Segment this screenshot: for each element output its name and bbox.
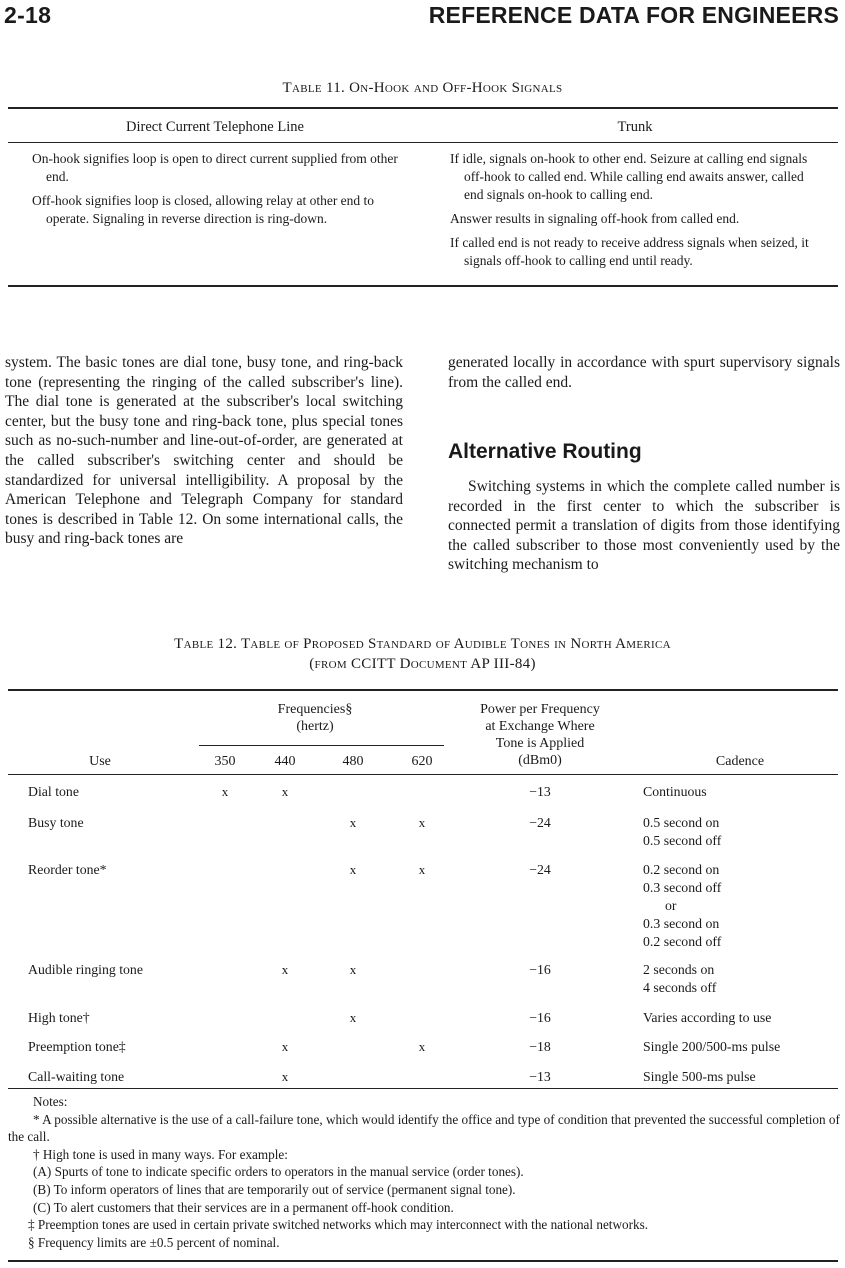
cadence-line: Varies according to use (643, 1010, 772, 1025)
frequency-mark: x (349, 1010, 357, 1025)
cadence-line: 4 seconds off (643, 980, 717, 995)
cadence-line: 0.3 second off (643, 880, 722, 895)
cadence-cell (643, 861, 721, 951)
cadence-cell (643, 783, 707, 801)
frequency-mark: x (418, 862, 426, 877)
use-cell: Preemption tone‡ (28, 1039, 126, 1054)
notes-title: Notes: (33, 1094, 68, 1109)
freq-480-header: 480 (342, 754, 364, 769)
power-cell: −24 (529, 815, 551, 830)
use-cell: High tone† (28, 1010, 90, 1025)
note-ddagger: ‡ Preemption tones are used in certain private switched networks which may interconnect with the national networks. (28, 1217, 648, 1233)
frequency-mark: x (221, 784, 229, 799)
frequency-mark: x (418, 1039, 426, 1054)
power-cell: −13 (529, 1069, 551, 1084)
frequency-mark: x (281, 1039, 289, 1054)
cadence-line: 0.3 second on (643, 916, 720, 931)
cadence-line: Continuous (643, 784, 707, 799)
use-header: Use (89, 754, 111, 769)
use-cell: Call-waiting tone (28, 1069, 125, 1084)
use-cell: Busy tone (28, 815, 84, 830)
power-cell: −16 (529, 962, 551, 977)
cadence-line: Single 200/500-ms pulse (643, 1039, 781, 1054)
power-header-2: at Exchange Where (485, 719, 595, 734)
use-cell: Audible ringing tone (28, 962, 143, 977)
table11-col1-para: On-hook signifies loop is open to direct current supplied from other end. (32, 151, 398, 184)
note-star: * A possible alternative is the use of a call-failure tone, which would identify the office and type of condition that prevented the successful completion of the call. (8, 1111, 840, 1145)
table11-col1-para: Off-hook signifies loop is closed, allowing relay at other end to operate. Signaling in reverse direction is ring-down. (32, 193, 375, 226)
cadence-line: 0.2 second on (643, 862, 720, 877)
power-header-3: Tone is Applied (495, 736, 585, 751)
table12-caption: Table 12. Table of Proposed Standard of Audible Tones in North America (174, 636, 671, 652)
note-b: (B) To inform operators of lines that are temporarily out of service (permanent signal tone). (33, 1181, 516, 1197)
use-cell: Dial tone (28, 784, 79, 799)
note-dagger: † High tone is used in many ways. For example: (33, 1146, 288, 1162)
freq-440-header: 440 (274, 754, 296, 769)
table12-caption-source: (from CCITT Document AP III-84) (309, 656, 536, 672)
page-number: 2-18 (4, 2, 52, 28)
freq-350-header: 350 (214, 754, 236, 769)
power-cell: −24 (529, 862, 551, 877)
power-cell: −13 (529, 784, 551, 799)
freq-620-header: 620 (411, 754, 433, 769)
cadence-cell (643, 961, 716, 997)
running-title: REFERENCE DATA FOR ENGINEERS (428, 2, 839, 28)
note-section: § Frequency limits are ±0.5 percent of nominal. (28, 1234, 280, 1250)
note-a: (A) Spurts of tone to indicate specific orders to operators in the manual service (order tones). (33, 1164, 524, 1180)
frequency-mark: x (349, 815, 357, 830)
cadence-line: 2 seconds on (643, 962, 715, 977)
frequency-mark: x (349, 862, 357, 877)
table11-col2-para: If called end is not ready to receive address signals when seized, it signals off-hook to calling end until ready. (450, 235, 809, 268)
frequency-mark: x (281, 962, 289, 977)
table12-rows-bottom-rule (8, 1088, 838, 1089)
cadence-cell (643, 1068, 756, 1086)
cadence-cell (643, 1038, 780, 1056)
table12-notes (8, 1093, 840, 1251)
cadence-header: Cadence (715, 754, 765, 769)
cadence-cell (643, 1009, 771, 1027)
frequency-mark: x (281, 784, 289, 799)
table11-caption: Table 11. On-Hook and Off-Hook Signals (282, 80, 563, 96)
body-paragraph: generated locally in accordance with spurt supervisory signals from the called end. (448, 354, 840, 391)
note-c: (C) To alert customers that their services are in a permanent off-hook condition. (33, 1199, 454, 1215)
frequency-mark: x (418, 815, 426, 830)
cadence-cell (643, 814, 721, 850)
frequencies-unit: (hertz) (296, 719, 334, 734)
power-cell: −16 (529, 1010, 551, 1025)
power-header-4: (dBm0) (518, 753, 562, 768)
section-heading: Alternative Routing (448, 440, 642, 463)
frequencies-header: Frequencies§ (277, 702, 353, 717)
table11-col1-header: Direct Current Telephone Line (126, 119, 304, 135)
use-cell: Reorder tone* (28, 862, 107, 877)
cadence-line: 0.5 second on (643, 815, 720, 830)
cadence-line: Single 500-ms pulse (643, 1069, 756, 1084)
cadence-line: 0.2 second off (643, 934, 722, 949)
cadence-line: 0.5 second off (643, 833, 722, 848)
table11-col2-para: If idle, signals on-hook to other end. Seizure at calling end signals off-hook to called end. While calling end awaits answer, called end signals on-hook to calling end. (450, 151, 808, 202)
table12-bottom-rule (8, 1260, 838, 1262)
table11-col2-header: Trunk (617, 119, 653, 135)
body-paragraph: Switching systems in which the complete called number is recorded in the first center to which the subscriber is connected permit a translation of digits from those identifying the called subscriber to those most conveniently used by the switching mechanism to (448, 478, 840, 574)
cadence-line: or (665, 898, 677, 913)
table11-col2-para: Answer results in signaling off-hook from called end. (450, 211, 740, 226)
frequency-mark: x (281, 1069, 289, 1084)
body-paragraph: system. The basic tones are dial tone, busy tone, and ring-back tone (representing the ringing of the called subscriber's line). The dial tone is generated at the subscriber's local switching center, but the busy tone and ring-back tone, plus special tones such as no-such-number and line-out-of-order, are generated at the called subscriber's switching center and should be standardized for universal intelligibility. A proposal by the American Telephone and Telegraph Company for standard tones is described in Table 12. On some international calls, the busy and ring-back tones are (5, 354, 403, 548)
power-header-1: Power per Frequency (480, 702, 600, 717)
frequency-mark: x (349, 962, 357, 977)
power-cell: −18 (529, 1039, 551, 1054)
